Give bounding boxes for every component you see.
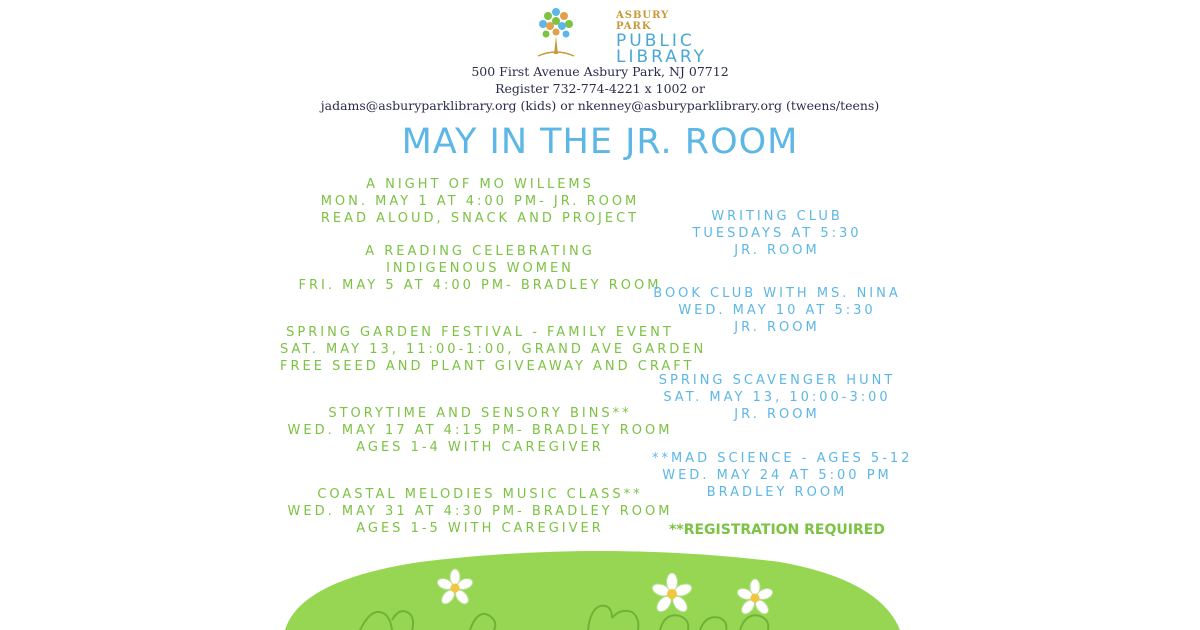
event-line: WED. MAY 24 AT 5:00 PM	[662, 468, 892, 483]
event-line: WED. MAY 31 AT 4:30 PM- BRADLEY ROOM	[287, 504, 673, 519]
event-spring-garden-festival	[280, 324, 707, 375]
event-line: AGES 1-4 WITH CAREGIVER	[356, 440, 604, 455]
logo-text-line1: ASBURY PARK	[616, 10, 670, 32]
address-line: 500 First Avenue Asbury Park, NJ 07712	[471, 64, 729, 79]
event-line: SAT. MAY 13, 10:00-3:00	[663, 390, 891, 405]
event-line: A READING CELEBRATING	[365, 244, 595, 259]
event-line: INDIGENOUS WOMEN	[386, 261, 574, 276]
event-line: JR. ROOM	[734, 320, 820, 335]
logo-text-line2: PUBLIC	[616, 31, 695, 51]
email-line: jadams@asburyparklibrary.org (kids) or nkenney@asburyparklibrary.org (tweens/teens)	[320, 98, 880, 113]
event-writing-club	[652, 208, 902, 259]
event-line: READ ALOUD, SNACK AND PROJECT	[320, 211, 640, 226]
event-line: BOOK CLUB WITH MS. NINA	[653, 286, 901, 301]
event-line: WED. MAY 10 AT 5:30	[678, 303, 876, 318]
event-line: COASTAL MELODIES MUSIC CLASS**	[317, 487, 643, 502]
logo-wordmark	[616, 10, 707, 65]
event-line: STORYTIME AND SENSORY BINS**	[328, 406, 632, 421]
page-title: MAY IN THE JR. ROOM	[401, 122, 799, 162]
event-line: JR. ROOM	[734, 407, 820, 422]
event-indigenous-women	[280, 243, 680, 294]
event-line: JR. ROOM	[734, 243, 820, 258]
event-line: TUESDAYS AT 5:30	[692, 226, 862, 241]
event-line: SAT. MAY 13, 11:00-1:00, GRAND AVE GARDEN	[280, 342, 707, 357]
event-mo-willems	[280, 176, 680, 227]
library-logo	[528, 4, 708, 67]
event-scavenger-hunt	[652, 372, 902, 423]
event-line: FREE SEED AND PLANT GIVEAWAY AND CRAFT	[280, 359, 695, 374]
event-line: AGES 1-5 WITH CAREGIVER	[356, 521, 604, 536]
event-mad-science	[652, 450, 913, 501]
event-line: SPRING SCAVENGER HUNT	[658, 373, 896, 388]
event-line: **MAD SCIENCE - AGES 5-12	[652, 451, 913, 466]
event-storytime	[280, 405, 680, 456]
logo-text-line3: LIBRARY	[616, 47, 708, 67]
event-line: MON. MAY 1 AT 4:00 PM- JR. ROOM	[320, 194, 640, 209]
register-line: Register 732-774-4221 x 1002 or	[495, 81, 705, 96]
event-line: FRI. MAY 5 AT 4:00 PM- BRADLEY ROOM	[298, 278, 662, 293]
event-line: SPRING GARDEN FESTIVAL - FAMILY EVENT	[286, 325, 674, 340]
event-coastal-melodies	[280, 486, 680, 537]
event-line: BRADLEY ROOM	[706, 485, 848, 500]
event-book-club	[652, 285, 902, 336]
registration-note: **REGISTRATION REQUIRED	[669, 522, 885, 538]
tree-icon	[528, 4, 584, 62]
grass-hill-illustration	[0, 540, 1200, 630]
event-line: A NIGHT OF MO WILLEMS	[366, 177, 594, 192]
event-line: WRITING CLUB	[711, 209, 843, 224]
event-line: WED. MAY 17 AT 4:15 PM- BRADLEY ROOM	[287, 423, 673, 438]
